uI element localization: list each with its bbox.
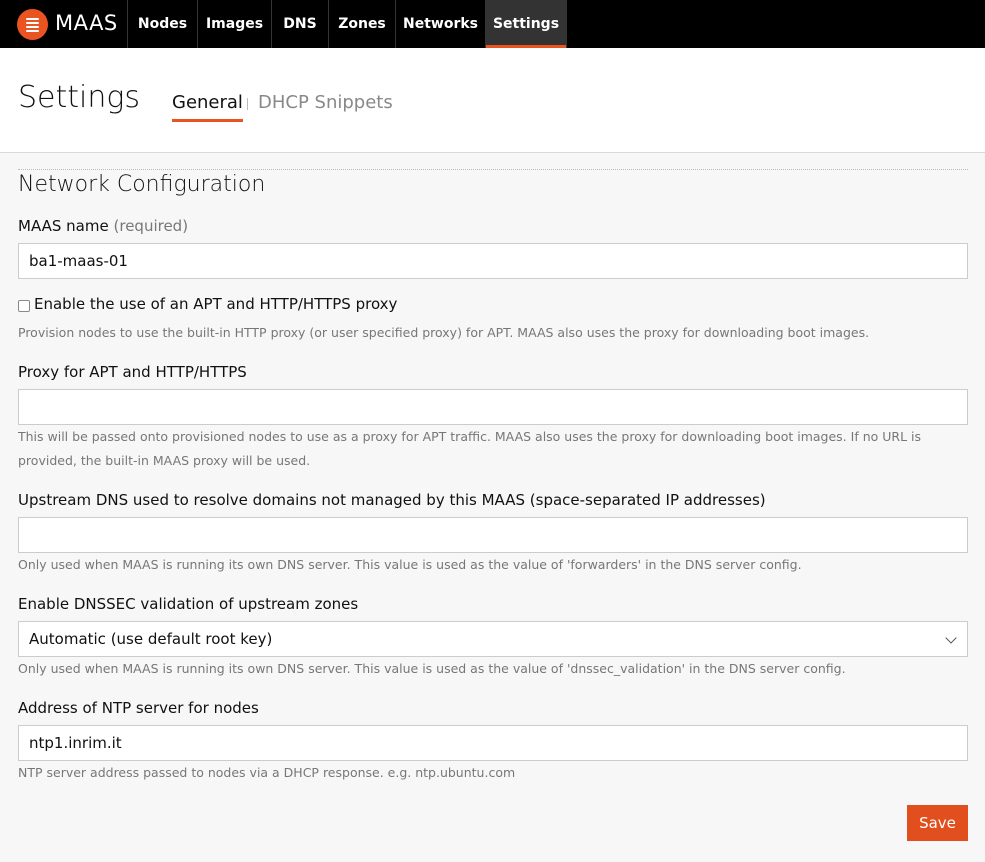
dnssec-select[interactable] — [18, 621, 968, 657]
ntp-help: NTP server address passed to nodes via a DHCP response. e.g. ntp.ubuntu.com — [18, 765, 516, 780]
dnssec-help: Only used when MAAS is running its own DNS server. This value is used as the value of 'dnssec_validation' in the DNS server config. — [18, 661, 846, 676]
save-button[interactable]: Save — [907, 805, 968, 841]
ntp-input[interactable] — [18, 725, 968, 761]
nav-item-images[interactable]: Images — [197, 0, 271, 48]
nav-item-networks[interactable]: Networks — [395, 0, 485, 48]
chevron-down-icon — [945, 632, 956, 643]
nav-item-dns[interactable]: DNS — [271, 0, 328, 48]
proxy-url-help: This will be passed onto provisioned nodes to use as a proxy for APT traffic. MAAS also uses the proxy for downloading boot images. If no URL is provided, the built-in MAAS proxy will be used. — [18, 429, 921, 468]
section-divider — [18, 169, 968, 170]
tab-separator — [247, 98, 248, 110]
nav-item-settings[interactable]: Settings — [485, 0, 567, 48]
maas-name-label-text: MAAS name — [18, 217, 109, 235]
proxy-url-input[interactable] — [18, 389, 968, 425]
top-navigation — [0, 0, 985, 48]
page-header — [0, 48, 985, 153]
dnssec-selected-value: Automatic (use default root key) — [29, 630, 273, 648]
proxy-enable-label[interactable]: Enable the use of an APT and HTTP/HTTPS proxy — [34, 295, 398, 313]
tab-dhcp-snippets[interactable]: DHCP Snippets — [258, 92, 393, 113]
nav-item-zones[interactable]: Zones — [328, 0, 395, 48]
upstream-dns-help: Only used when MAAS is running its own DNS server. This value is used as the value of 'forwarders' in the DNS server config. — [18, 557, 802, 572]
maas-logo-icon — [17, 9, 48, 40]
proxy-enable-help: Provision nodes to use the built-in HTTP proxy (or user specified proxy) for APT. MAAS also uses the proxy for downloading boot images. — [18, 325, 870, 340]
upstream-dns-input[interactable] — [18, 517, 968, 553]
required-note: (required) — [113, 217, 189, 235]
maas-name-input[interactable] — [18, 243, 968, 279]
brand-name: MAAS — [55, 11, 118, 35]
page-title: Settings — [18, 80, 141, 115]
maas-name-label — [18, 217, 188, 235]
nav-item-nodes[interactable]: Nodes — [127, 0, 197, 48]
proxy-enable-checkbox[interactable] — [18, 300, 30, 312]
proxy-url-label: Proxy for APT and HTTP/HTTPS — [18, 363, 247, 381]
ntp-label: Address of NTP server for nodes — [18, 699, 259, 717]
upstream-dns-label: Upstream DNS used to resolve domains not managed by this MAAS (space-separated IP addresses) — [18, 491, 766, 509]
dnssec-label: Enable DNSSEC validation of upstream zones — [18, 595, 359, 613]
tab-general[interactable]: General — [172, 92, 243, 122]
section-title: Network Configuration — [18, 172, 266, 197]
brand[interactable] — [0, 0, 127, 48]
